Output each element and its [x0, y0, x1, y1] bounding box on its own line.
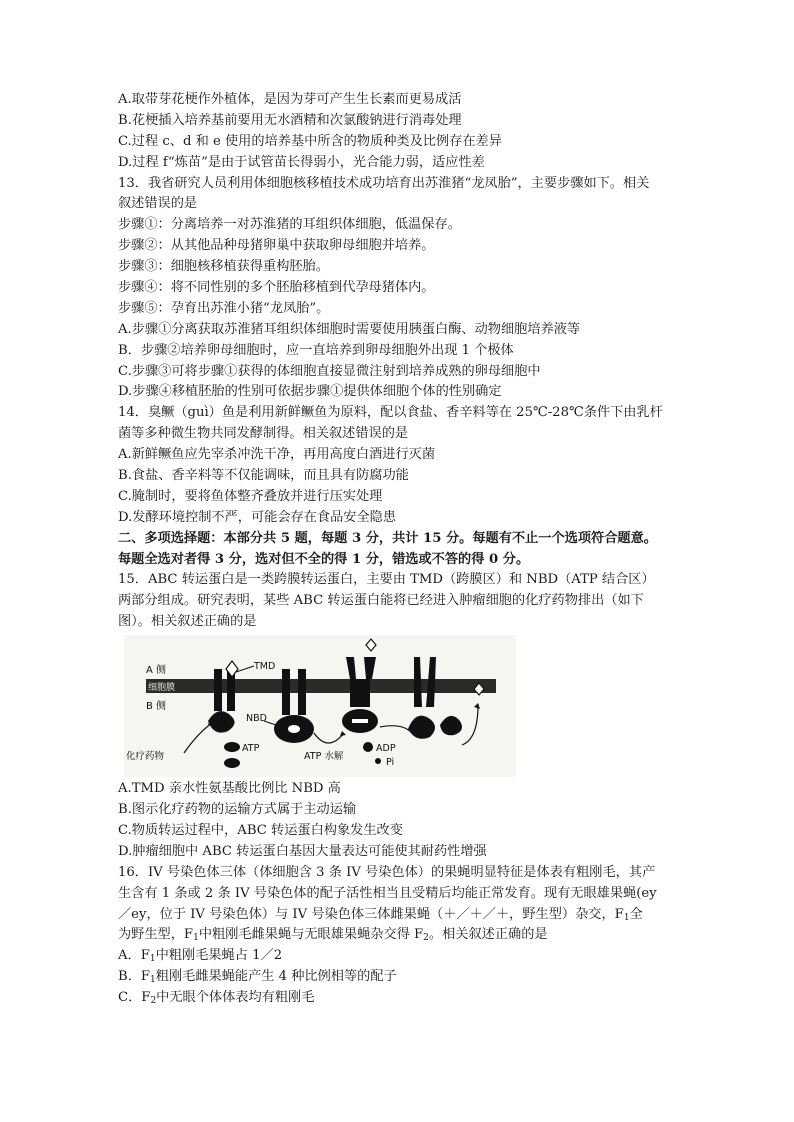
q12-option-a: A.取带芽花梗作外植体，是因为芽可产生生长素而更易成活	[118, 92, 462, 107]
q16-stem-line4-c: 。相关叙述正确的是	[428, 927, 548, 943]
q16-subscript-1: 1	[623, 912, 630, 923]
q16-option-b-post: 粗刚毛雌果蝇能产生 4 种比例相等的配子	[155, 969, 397, 985]
q14-option-a: A.新鲜鳜鱼应先宰杀冲洗干净，再用高度白酒进行灭菌	[118, 447, 436, 463]
q16-stem-line3-end: 全	[629, 906, 643, 922]
q13-option-a: A.步骤①分离获取苏淮猪耳组织体细胞时需要使用胰蛋白酶、动物细胞培养液等	[118, 321, 581, 337]
q16-option-a-post: 中粗刚毛果蝇占 1／2	[155, 948, 283, 964]
q13-option-b: B．步骤②培养卵母细胞时，应一直培养到卵母细胞外出现 1 个极体	[118, 342, 514, 358]
q15-stem-line3: 图）。相关叙述正确的是	[118, 614, 257, 630]
side-b-label: B 侧	[146, 701, 167, 713]
section2-heading-line1: 二、多项选择题：本部分共 5 题，每题 3 分，共计 15 分。每题有不止一个选项符合题意。	[118, 530, 657, 546]
membrane-label: 细胞膜	[148, 683, 176, 694]
q13-step-1: 步骤①：分离培养一对苏淮猪的耳组织体细胞，低温保存。	[118, 217, 461, 233]
q16-subscript-1b: 1	[193, 933, 199, 944]
adp-label: ADP	[376, 743, 396, 755]
q13-step-2: 步骤②：从其他品种母猪卵巢中获取卵母细胞并培养。	[118, 238, 435, 254]
q13-option-d: D.步骤④移植胚胎的性别可依据步骤①提供体细胞个体的性别确定	[118, 384, 502, 400]
q12-option-c: C.过程 c、d 和 e 使用的培养基中所含的物质种类及比例存在差异	[118, 133, 502, 149]
pi-label: Pi	[386, 757, 395, 769]
abc-transporter-figure	[124, 635, 516, 777]
q16-option-c-post: 中无眼个体体表均有粗刚毛	[156, 990, 315, 1006]
q16-option-c-sub: 2	[150, 996, 157, 1007]
q14-stem-line1: 14．臭鳜（guì）鱼是利用新鲜鳜鱼为原料，配以食盐、香辛料等在 25℃-28℃条件下由乳杆	[118, 405, 663, 421]
q13-step-3: 步骤③：细胞核移植获得重构胚胎。	[118, 259, 329, 275]
q12-option-d: D.过程 f“炼苗”是由于试管苗长得弱小，光合能力弱，适应性差	[118, 154, 485, 170]
q14-option-c: C.腌制时，要将鱼体整齐叠放并进行压实处理	[118, 488, 383, 504]
q16-option-a	[118, 946, 678, 967]
q16-stem-line4	[118, 925, 678, 946]
q13-stem-line1: 13．我省研究人员利用体细胞核移植技术成功培育出苏淮猪“龙凤胎”，主要步骤如下。相关	[118, 175, 650, 191]
cell-membrane-band	[146, 679, 496, 693]
side-a-label: A 侧	[146, 665, 167, 677]
q14-option-b: B.食盐、香辛料等不仅能调味，而且具有防腐功能	[118, 468, 409, 484]
exam-page	[118, 90, 678, 1009]
q13-stem-line2: 叙述错误的是	[118, 196, 198, 212]
q14-option-d: D.发酵环境控制不严，可能会存在食品安全隐患	[118, 509, 397, 525]
q13-option-c: C.步骤③可将步骤①获得的体细胞直接显微注射到培养成熟的卵母细胞中	[118, 363, 541, 379]
q13-step-4: 步骤④：将不同性别的多个胚胎移植到代孕母猪体内。	[118, 280, 435, 296]
q16-option-c-pre: C．F	[118, 990, 151, 1006]
nbd-label: NBD	[246, 713, 267, 725]
q15-stem-line2: 两部分组成。研究表明，某些 ABC 转运蛋白能将已经进入肿瘤细胞的化疗药物排出（如下	[118, 593, 644, 609]
q16-stem-line2: 生含有 1 条或 2 条 IV 号染色体的配子活性相当且受精后均能正常发育。现有无眼雄果蝇(ey	[118, 885, 657, 901]
q16-stem-line3	[118, 905, 678, 926]
q16-option-a-sub: 1	[149, 954, 156, 965]
tmd-label: TMD	[254, 661, 276, 673]
q13-step-5: 步骤⑤：孕育出苏淮小猪“龙凤胎”。	[118, 300, 330, 316]
q15-option-c: C.物质转运过程中，ABC 转运蛋白构象发生改变	[118, 822, 403, 838]
q16-stem-line4-a: 为野生型，F	[118, 927, 194, 943]
q16-stem-line1: 16．IV 号染色体三体（体细胞含 3 条 IV 号染色体）的果蝇明显特征是体表有粗刚毛，其产	[118, 864, 656, 880]
q12-option-b: B.花梗插入培养基前要用无水酒精和次氯酸钠进行消毒处理	[118, 112, 462, 128]
q15-stem-line1: 15．ABC 转运蛋白是一类跨膜转运蛋白，主要由 TMD（跨膜区）和 NBD（ATP 结合区）	[118, 572, 655, 588]
section2-heading-line2: 每题全选对者得 3 分，选对但不全的得 1 分，错选或不答的得 0 分。	[118, 551, 530, 567]
q16-option-b-sub: 1	[150, 975, 156, 986]
chemo-drug-label: 化疗药物	[126, 751, 165, 763]
q16-option-b	[118, 967, 678, 988]
q15-option-b: B.图示化疗药物的运输方式属于主动运输	[118, 802, 357, 818]
q16-option-c	[118, 988, 678, 1009]
q15-option-d: D.肿瘤细胞中 ABC 转运蛋白基因大量表达可能使其耐药性增强	[118, 843, 487, 859]
q15-option-a: A.TMD 亲水性氨基酸比例比 NBD 高	[118, 781, 341, 797]
q16-stem-line3-text: ／ey，位于 IV 号染色体）与 IV 号染色体三体雌果蝇（＋／＋／＋，野生型）杂交，F	[118, 906, 624, 922]
abc-transporter-diagram	[124, 635, 516, 777]
atp-hydrolysis-label: ATP 水解	[304, 751, 344, 763]
q16-option-b-pre: B．F	[118, 969, 151, 985]
q16-stem-line4-b: 中粗刚毛雌果蝇与无眼雄果蝇杂交得 F	[198, 927, 424, 943]
q16-subscript-2: 2	[423, 933, 429, 944]
q14-stem-line2: 菌等多种微生物共同发酵制得。相关叙述错误的是	[118, 426, 409, 442]
q16-option-a-pre: A．F	[118, 948, 150, 964]
atp-label: ATP	[242, 743, 260, 755]
